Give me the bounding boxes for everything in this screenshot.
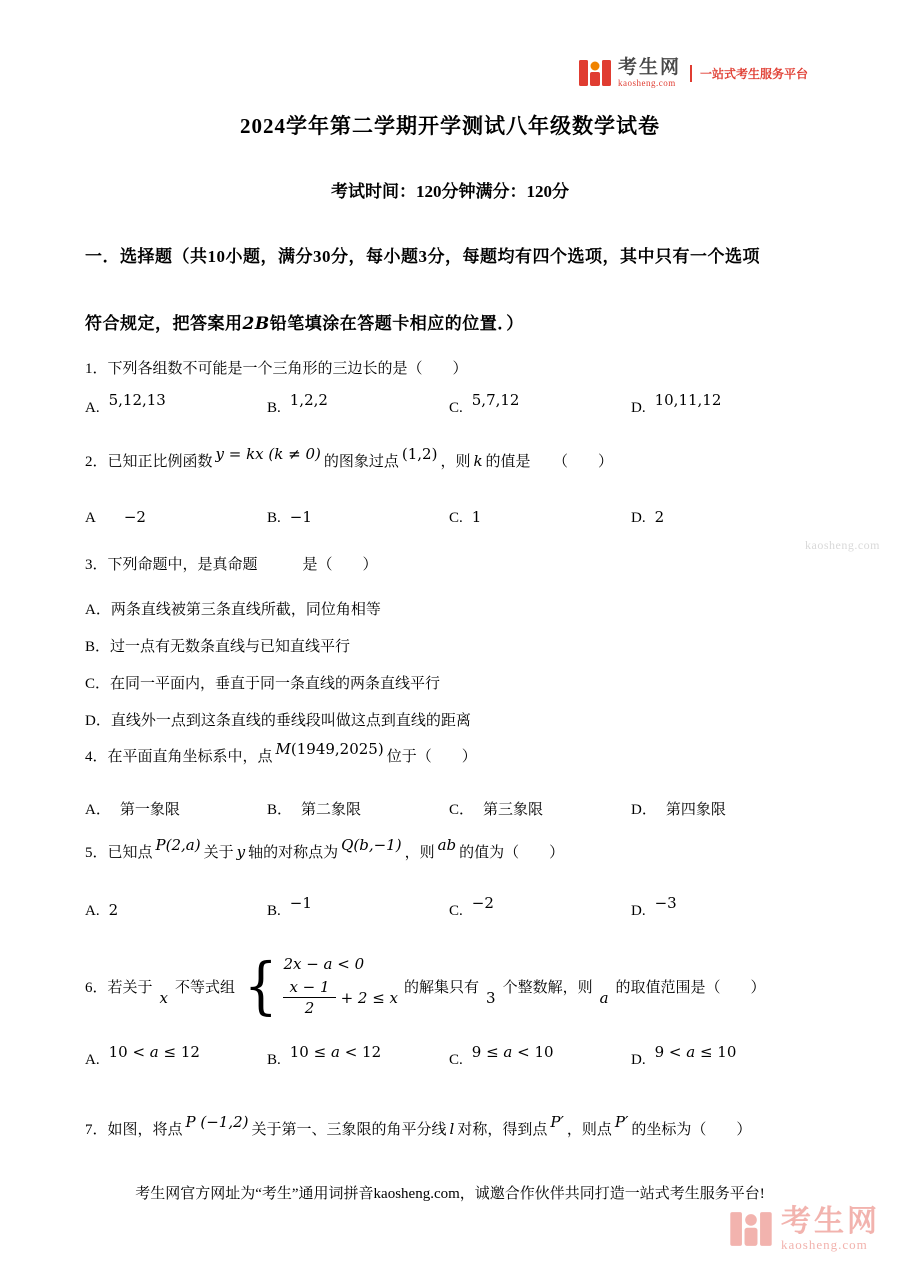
q6-pre: 6．若关于 <box>85 979 153 996</box>
value-var: a <box>686 1043 696 1061</box>
question-5-stem <box>85 836 815 865</box>
q6-x-var: x <box>159 989 168 1007</box>
bottom-watermark <box>729 1206 880 1251</box>
watermark-brand: 考生网 <box>781 1205 880 1238</box>
option-value: 1,2,2 <box>289 391 328 409</box>
value-var: a <box>330 1043 340 1061</box>
option-value <box>655 1043 737 1061</box>
option-label: D. <box>631 903 646 919</box>
option-label: B. <box>267 903 281 919</box>
option-a <box>85 901 267 920</box>
q6-mid1: 不等式组 <box>174 979 235 996</box>
value-pre: 9 ≤ <box>471 1043 504 1061</box>
option-c <box>449 798 631 819</box>
q6-mid3: 个整数解，则 <box>502 979 593 996</box>
q7-post: 的坐标为（ ） <box>631 1122 752 1138</box>
q7-mid1: 关于第一、三象限的角平分线 <box>251 1122 447 1138</box>
fraction <box>283 978 335 1017</box>
point-m-formula <box>276 737 384 762</box>
q6-integer-count: 3 <box>486 989 496 1007</box>
option-label: A <box>85 510 96 526</box>
option-value: 5,7,12 <box>471 391 520 409</box>
logo-tagline: 一站式考生服务平台 <box>690 65 808 82</box>
option-value <box>290 1043 381 1061</box>
option-value: 第二象限 <box>301 802 362 818</box>
inequality-system <box>241 949 399 1022</box>
q2-pre: 2．已知正比例函数 <box>85 454 213 470</box>
option-value <box>109 1043 200 1061</box>
option-value: −3 <box>654 894 677 912</box>
option-d <box>631 1043 737 1069</box>
watermark-text <box>781 1206 880 1251</box>
option-value: −1 <box>289 894 312 912</box>
system-brace: { <box>243 949 278 1022</box>
option-label: C. <box>449 510 463 526</box>
option-c <box>449 1043 631 1069</box>
q5-mid2: 轴的对称点为 <box>248 845 339 861</box>
section-line2-pre: 符合规定，把答案用 <box>85 314 243 333</box>
option-label: A. <box>85 400 100 416</box>
option-value: 2 <box>108 901 119 919</box>
watermark-domain: kaosheng.com <box>781 1236 868 1252</box>
point-p-prime: P′ <box>550 1113 564 1131</box>
option-b <box>267 894 449 920</box>
option-label: A. <box>85 1052 100 1068</box>
option-label: C. <box>449 903 463 919</box>
option-label: C． <box>449 802 475 818</box>
option-d <box>631 508 664 527</box>
q2-point-formula: (1,2) <box>401 445 438 463</box>
question-2-stem <box>85 445 815 474</box>
q2-mid1: 的图象过点 <box>323 454 399 470</box>
system-line-2 <box>283 978 398 1017</box>
section-header-line2 <box>85 309 815 334</box>
question-6-options <box>85 1043 815 1069</box>
option-value: −2 <box>123 508 146 526</box>
option-value: 5,12,13 <box>108 391 166 409</box>
logo-domain: kaosheng.com <box>617 77 676 88</box>
option-label: B. <box>267 1052 281 1068</box>
q5-mid3: ，则 <box>404 845 435 861</box>
q2-function-formula: y = kx (k ≠ 0) <box>215 445 321 463</box>
point-q-formula: Q(b,−1) <box>341 836 402 854</box>
q7-mid3: ，则点 <box>566 1122 612 1138</box>
option-b <box>267 798 449 819</box>
kaosheng-watermark-icon <box>729 1207 773 1251</box>
option-value: 第四象限 <box>665 802 726 818</box>
q6-a-var: a <box>599 989 609 1007</box>
option-label: A. <box>85 903 100 919</box>
q2-k-var: k <box>473 452 483 470</box>
option-value: 1 <box>471 508 482 526</box>
point-p-formula: P (−1,2) <box>185 1113 249 1131</box>
option-label: B． <box>267 802 293 818</box>
pencil-2b: 2B <box>242 314 270 334</box>
question-3-options <box>85 592 815 740</box>
q5-pre: 5．已知点 <box>85 845 153 861</box>
q2-post: 的值是 （ ） <box>485 454 614 470</box>
option-a <box>85 798 267 819</box>
option-label: C. <box>449 400 463 416</box>
option-value: −2 <box>471 894 494 912</box>
exam-info: 考试时间：120分钟满分：120分 <box>331 182 569 201</box>
value-var: a <box>503 1043 513 1061</box>
option-label: A． <box>85 802 111 818</box>
question-7-stem <box>85 1113 815 1142</box>
option-d: D．直线外一点到这条直线的垂线段叫做这点到直线的距离 <box>85 713 471 729</box>
question-5-options <box>85 894 815 920</box>
value-pre: 10 ≤ <box>289 1043 331 1061</box>
value-post: < 10 <box>512 1043 554 1061</box>
option-d <box>631 798 726 819</box>
question-3-stem: 3．下列命题中，是真命题 是（ ） <box>85 557 378 573</box>
question-4-options <box>85 798 815 819</box>
system-line-1: 2x − a < 0 <box>283 955 365 973</box>
q4-post: 位于（ ） <box>386 749 477 765</box>
q4-var-m: M <box>275 740 291 758</box>
kaosheng-header-logo <box>578 56 808 90</box>
question-6-stem <box>85 942 815 1030</box>
value-var: a <box>149 1043 159 1061</box>
q6-post: 的取值范围是（ ） <box>615 979 766 996</box>
q7-mid2: 对称，得到点 <box>457 1122 548 1138</box>
q7-pre: 7．如图，将点 <box>85 1122 183 1138</box>
option-value: 2 <box>654 508 665 526</box>
q4-pre: 4．在平面直角坐标系中，点 <box>85 749 273 765</box>
kaosheng-logo-icon <box>578 56 612 90</box>
question-1-stem: 1．下列各组数不可能是一个三角形的三边长的是（ ） <box>85 361 468 377</box>
logo-text <box>618 58 681 89</box>
system-line-2-rest: + 2 ≤ x <box>340 988 399 1007</box>
option-label: D. <box>631 510 646 526</box>
value-post: ≤ 12 <box>158 1043 200 1061</box>
option-a <box>85 1043 267 1069</box>
logo-brand: 考生网 <box>617 56 681 78</box>
q7-line-l-var: l <box>449 1120 455 1138</box>
option-b <box>267 508 449 527</box>
option-a <box>85 508 267 527</box>
option-b: B．过一点有无数条直线与已知直线平行 <box>85 639 351 655</box>
section-line2-post: 铅笔填涂在答题卡相应的位置．） <box>269 314 524 333</box>
side-watermark: kaosheng.com <box>805 538 880 552</box>
value-post: < 12 <box>339 1043 382 1061</box>
q5-post: 的值为（ ） <box>459 845 565 861</box>
option-label: D. <box>631 1052 646 1068</box>
option-c <box>449 391 631 417</box>
option-value <box>472 1043 554 1061</box>
q6-mid2: 的解集只有 <box>404 979 480 996</box>
option-c <box>449 508 631 527</box>
option-c <box>449 894 631 920</box>
option-a: A．两条直线被第三条直线所截，同位角相等 <box>85 602 381 618</box>
system-rows <box>283 955 398 1017</box>
question-2-options <box>85 508 815 527</box>
q5-ab-var: ab <box>437 836 457 854</box>
option-value: 第三象限 <box>483 802 544 818</box>
option-b <box>267 1043 449 1069</box>
value-pre: 9 < <box>654 1043 687 1061</box>
option-label: B. <box>267 510 281 526</box>
q5-mid1: 关于 <box>203 845 234 861</box>
option-label: B. <box>267 400 281 416</box>
fraction-denominator: 2 <box>283 997 335 1017</box>
option-c: C．在同一平面内，垂直于同一条直线的两条直线平行 <box>85 676 441 692</box>
option-label: C. <box>449 1052 463 1068</box>
option-label: D. <box>631 400 646 416</box>
option-d <box>631 894 677 920</box>
page-footer: 考生网官方网址为“考生”通用词拼音kaosheng.com，诚邀合作伙伴共同打造一站式考生服务平台! <box>135 1186 765 1202</box>
page-title: 2024学年第二学期开学测试八年级数学试卷 <box>240 114 660 138</box>
option-label: D． <box>631 802 657 818</box>
question-1-options <box>85 391 815 417</box>
q2-mid2: ，则 <box>440 454 471 470</box>
value-post: ≤ 10 <box>695 1043 737 1061</box>
point-p-formula: P(2,a) <box>155 836 201 854</box>
option-value: 第一象限 <box>119 802 180 818</box>
question-4-stem <box>85 740 815 769</box>
section-header-line1: 一．选择题（共10小题，满分30分，每小题3分，每题均有四个选项，其中只有一个选项 <box>85 247 760 266</box>
option-a <box>85 391 267 417</box>
point-p-prime: P′ <box>614 1113 629 1131</box>
q5-y-axis-var: y <box>236 843 246 861</box>
q4-coords: (1949,2025) <box>290 740 384 758</box>
option-d <box>631 391 722 417</box>
option-value: 10,11,12 <box>654 391 722 409</box>
fraction-numerator: x − 1 <box>289 978 330 996</box>
option-value: −1 <box>289 508 312 526</box>
option-b <box>267 391 449 417</box>
value-pre: 10 < <box>108 1043 150 1061</box>
